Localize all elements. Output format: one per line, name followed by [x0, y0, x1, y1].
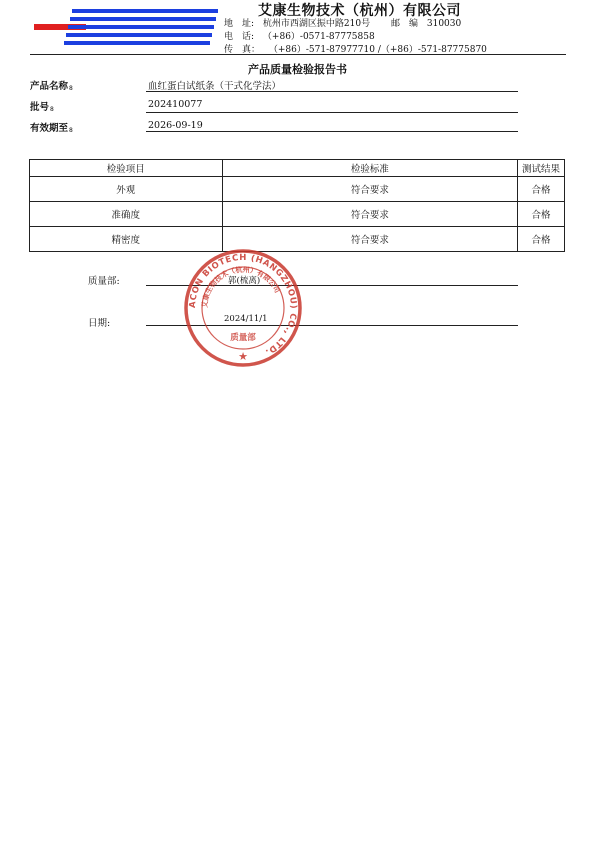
cell-result: 合格: [518, 202, 565, 227]
batch-number-underline: [146, 112, 518, 113]
batch-number-label: 批号8: [30, 102, 54, 113]
seal-center-text: 质量部: [230, 333, 256, 343]
expiry-date-label: 有效期至8: [30, 123, 73, 134]
inspection-table: [29, 159, 565, 252]
cell-standard: 符合要求: [222, 202, 517, 227]
table-row: [30, 202, 565, 227]
address-label: 地 址:: [224, 19, 255, 29]
seal-outer-text: ACON BIOTECH (HANGZHOU) CO., LTD.: [187, 252, 299, 358]
expiry-date-underline: [146, 131, 518, 132]
table-header-row: [30, 160, 565, 177]
header-inspection-item: 检验项目: [30, 160, 223, 177]
cell-item: 精密度: [30, 227, 223, 252]
address-value: 杭州市西湖区振中路210号: [262, 19, 371, 29]
product-name-value: 血红蛋白试纸条（干式化学法）: [148, 81, 282, 92]
expiry-date-value: 2026-09-19: [148, 120, 203, 131]
cell-standard: 符合要求: [222, 177, 517, 202]
phone-row: [224, 29, 375, 42]
table-row: [30, 177, 565, 202]
product-name-underline: [146, 91, 518, 92]
seal-star-icon: ★: [238, 350, 248, 363]
acon-logo: [32, 4, 220, 46]
header-inspection-standard: 检验标准: [222, 160, 517, 177]
seal-inner-text: 艾康生物技术（杭州）有限公司: [200, 265, 282, 309]
phone-value: （+86）-0571-87775858: [262, 32, 375, 42]
date-value: 2024/11/1: [224, 314, 268, 324]
header-test-result: 测试结果: [518, 160, 565, 177]
report-title: 产品质量检验报告书: [248, 63, 347, 76]
fax-value: （+86）-571-87977710 /（+86）-571-87775870: [268, 45, 487, 55]
address-row: [224, 16, 461, 29]
cell-result: 合格: [518, 227, 565, 252]
date-label: 日期:: [88, 318, 111, 329]
cell-standard: 符合要求: [222, 227, 517, 252]
quality-dept-signature: 郭(梳离): [228, 276, 261, 286]
header-divider: [30, 54, 566, 55]
cell-item: 外观: [30, 177, 223, 202]
company-seal: [183, 248, 303, 368]
postcode-value: 310030: [426, 19, 462, 29]
company-name: 艾康生物技术（杭州）有限公司: [258, 3, 461, 19]
postcode-label: 邮 编: [390, 19, 418, 29]
product-name-label: 产品名称8: [30, 81, 73, 92]
batch-number-value: 202410077: [148, 99, 203, 110]
fax-label: 传 真：: [224, 45, 261, 55]
cell-item: 准确度: [30, 202, 223, 227]
cell-result: 合格: [518, 177, 565, 202]
quality-dept-label: 质量部:: [88, 276, 120, 287]
phone-label: 电 话:: [224, 32, 255, 42]
